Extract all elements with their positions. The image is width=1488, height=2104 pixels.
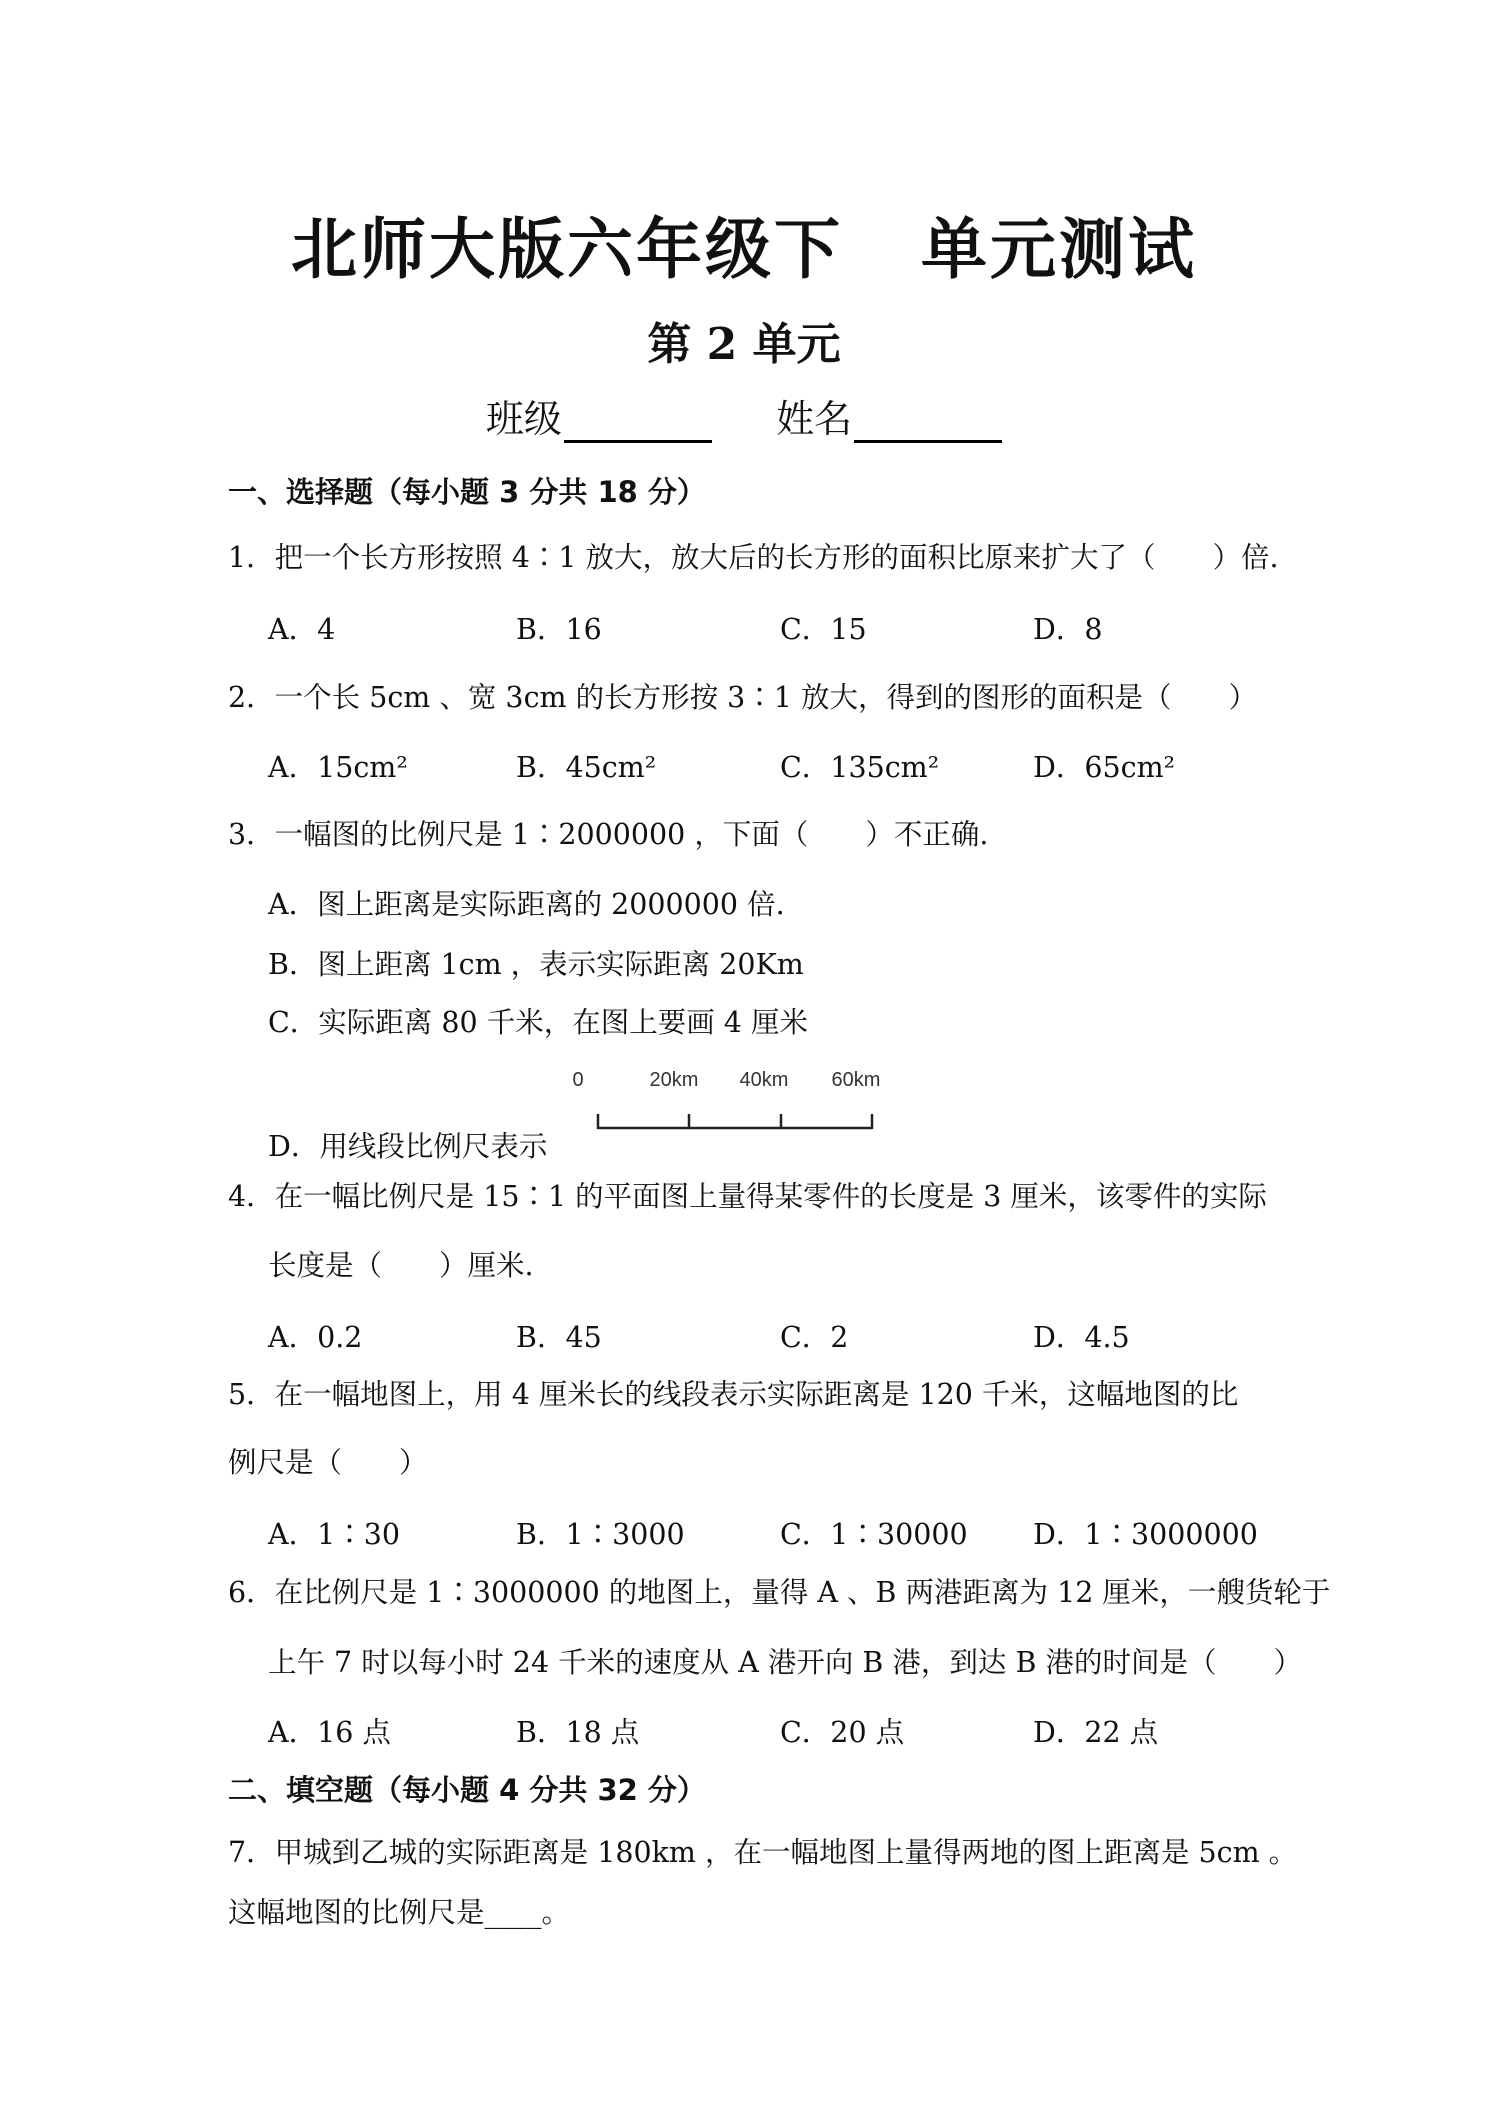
question-4-line-1: 4．在一幅比例尺是 15∶1 的平面图上量得某零件的长度是 3 厘米，该零件的实际 (228, 1180, 1267, 1213)
question-1: 1．把一个长方形按照 4∶1 放大，放大后的长方形的面积比原来扩大了（ ）倍. (228, 541, 1279, 574)
question-7-line-2: 这幅地图的比例尺是____。 (228, 1896, 571, 1929)
q6-option-c: C．20 点 (780, 1716, 905, 1749)
q5-option-d: D．1∶3000000 (1033, 1518, 1258, 1551)
q4-option-d: D．4.5 (1033, 1321, 1130, 1354)
scale-label-60km: 60km (831, 1069, 881, 1091)
name-label: 姓名 (776, 397, 853, 441)
question-5-line-2: 例尺是（ ） (228, 1446, 428, 1479)
q2-option-c: C．135cm² (780, 751, 940, 784)
q6-option-d: D．22 点 (1033, 1716, 1159, 1749)
q5-option-a: A．1∶30 (268, 1518, 400, 1551)
q6-option-a: A．16 点 (268, 1716, 391, 1749)
q2-option-d: D．65cm² (1033, 751, 1176, 784)
title-part-1: 北师大版六年级下 (291, 211, 843, 288)
q3-option-d: D．用线段比例尺表示 (268, 1130, 548, 1163)
q4-option-a: A．0.2 (268, 1321, 363, 1354)
scale-label-40km: 40km (739, 1069, 789, 1091)
scale-label-20km: 20km (649, 1069, 699, 1091)
q3-option-c: C．实际距离 80 千米，在图上要画 4 厘米 (268, 1006, 808, 1039)
question-3: 3．一幅图的比例尺是 1∶2000000 ，下面（ ）不正确. (228, 818, 989, 851)
q5-option-c: C．1∶30000 (780, 1518, 968, 1551)
q1-option-c: C．15 (780, 613, 867, 646)
question-5-line-1: 5．在一幅地图上，用 4 厘米长的线段表示实际距离是 120 千米，这幅地图的比 (228, 1378, 1239, 1411)
q6-option-b: B．18 点 (516, 1716, 640, 1749)
q4-option-c: C．2 (780, 1321, 849, 1354)
q2-option-a: A．15cm² (268, 751, 408, 784)
student-info-row (0, 388, 1488, 443)
line-scale-bar (560, 1062, 890, 1142)
class-blank (564, 404, 712, 443)
question-6-line-2: 上午 7 时以每小时 24 千米的速度从 A 港开向 B 港，到达 B 港的时间是（ ） (268, 1646, 1302, 1679)
q3-option-b: B．图上距离 1cm ，表示实际距离 20Km (268, 948, 804, 981)
class-label: 班级 (485, 397, 562, 441)
title-part-2: 单元测试 (921, 211, 1197, 288)
q2-option-b: B．45cm² (516, 751, 657, 784)
q3-option-a: A．图上距离是实际距离的 2000000 倍. (268, 888, 785, 921)
page-subtitle: 第 2 单元 (647, 319, 841, 370)
q1-option-a: A．4 (268, 613, 336, 646)
page-title (0, 196, 1488, 291)
scale-label-0: 0 (572, 1069, 584, 1091)
q4-option-b: B．45 (516, 1321, 602, 1354)
fill-section-title: 二、填空题（每小题 4 分共 32 分） (228, 1773, 706, 1807)
question-4-line-2: 长度是（ ）厘米. (268, 1249, 534, 1282)
q5-option-b: B．1∶3000 (516, 1518, 685, 1551)
q1-option-b: B．16 (516, 613, 602, 646)
question-7-line-1: 7．甲城到乙城的实际距离是 180km ，在一幅地图上量得两地的图上距离是 5cm 。 (228, 1836, 1298, 1869)
q1-option-d: D．8 (1033, 613, 1103, 646)
question-2: 2．一个长 5cm 、宽 3cm 的长方形按 3∶1 放大，得到的图形的面积是（ ） (228, 681, 1257, 714)
question-6-line-1: 6．在比例尺是 1∶3000000 的地图上，量得 A 、B 两港距离为 12 厘米，一艘货轮于 (228, 1576, 1331, 1609)
name-blank (854, 404, 1002, 443)
choice-section-title: 一、选择题（每小题 3 分共 18 分） (228, 475, 706, 509)
